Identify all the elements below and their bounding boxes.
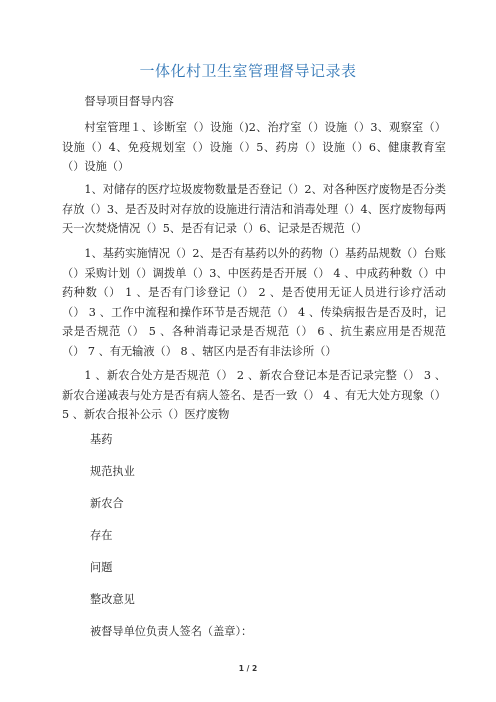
document-title: 一体化村卫生室管理督导记录表 [139, 62, 357, 80]
item-signature-line: 被督导单位负责人签名（盖章）： [90, 625, 253, 638]
item-regulated-practice: 规范执业 [90, 465, 135, 478]
paragraph-room-management: 村室管理１、诊断室（）设施（)2、治疗室（）设施（）3、观察室（）设施（）4、免疫规划室（）设施（）5、药房（）设施（）6、健康教育室（）设施（） [62, 121, 446, 173]
item-rectification-opinion: 整改意见 [90, 593, 135, 606]
paragraph-rural-cooperative-medical: 1 、新农合处方是否规范（） 2 、新农合登记本是否记录完整（） 3 、新农合递减表与处方是否有病人签名、是否一致（） 4 、有无大处方现象（） 5 、新农合报补公示（）医疗废物 [62, 369, 446, 421]
section-heading: 督导项目督导内容 [84, 95, 174, 108]
item-problems: 问题 [90, 561, 113, 574]
paragraph-medical-waste: 1、对储存的医疗垃圾废物数量是否登记（）2、对各种医疗废物是否分类存放（）3、是否及时对存放的设施进行清洁和消毒处理（）4、医疗废物每两天一次焚烧情况（）5、是否有记录（）6、记录是否规范（） [62, 183, 446, 235]
item-existing: 存在 [90, 529, 113, 542]
paragraph-essential-drugs: 1、基药实施情况（）2、是否有基药以外的药物（）基药品规数（）台账（）采购计划（）调拨单（）3、中医药是否开展（） 4 、中成药种数（）中药种数（） 1 、是否有门诊登记（） 2 、是否使用无证人员进行诊疗活动（） 3 、工作中流程和操作环节是否规范（） 4 、传染病报告是否及时，记录是否规范（） 5 、各种消毒记录是否规范（） 6 、抗生素应用是否规范（） 7 、有无输液（） 8 、辖区内是否有非法诊所（） [62, 247, 446, 358]
item-rural-cooperative: 新农合 [90, 497, 124, 510]
item-essential-drugs: 基药 [90, 433, 113, 446]
page-number: 1 / 2 [238, 664, 258, 673]
